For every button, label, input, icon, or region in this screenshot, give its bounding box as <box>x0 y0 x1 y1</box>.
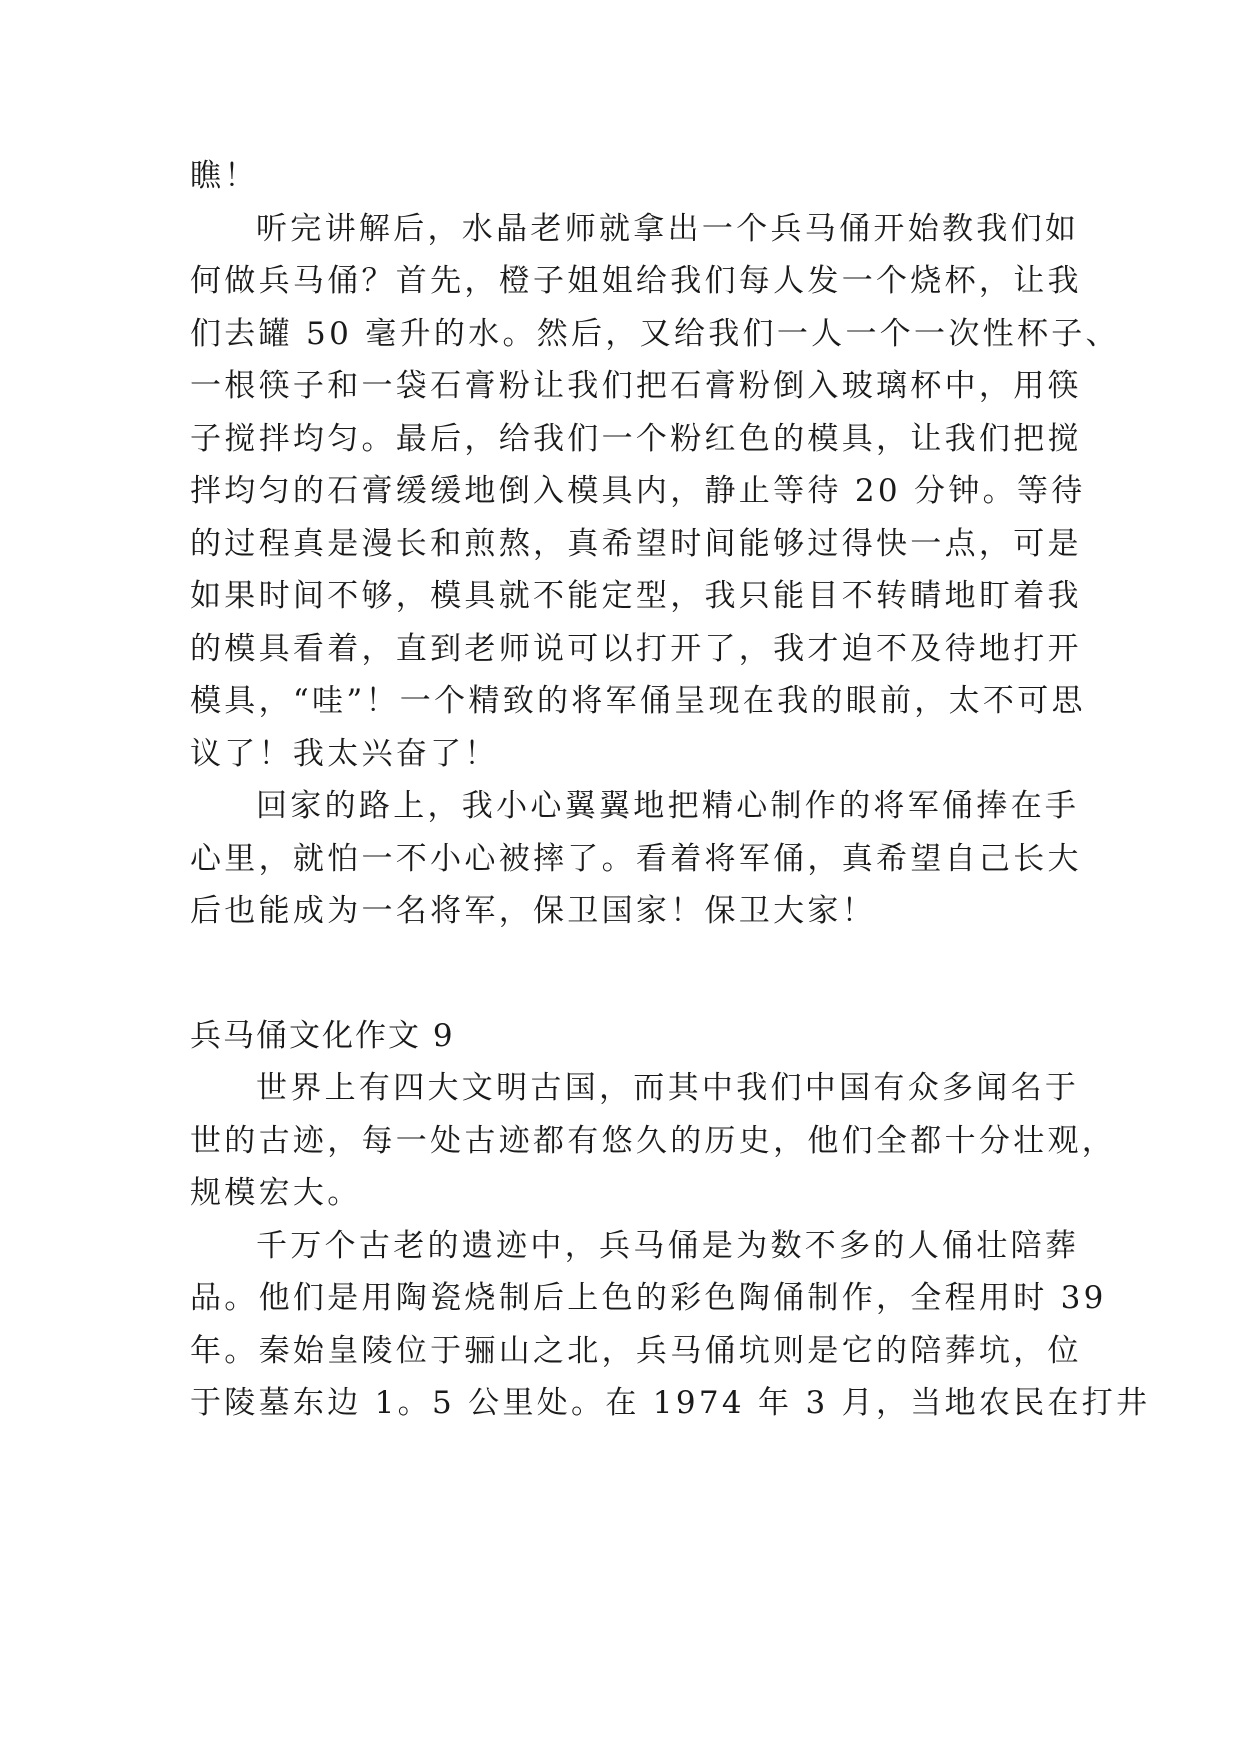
text-line: 瞧！ <box>190 158 259 194</box>
text-line: 于陵墓东边 1。5 公里处。在 1974 年 3 月，当地农民在打井 <box>190 1385 1151 1421</box>
text-line: 们去罐 50 毫升的水。然后，又给我们一人一个一次性杯子、 <box>190 315 1120 352</box>
text-line: 拌均匀的石膏缓缓地倒入模具内，静止等待 20 分钟。等待 <box>190 473 1086 509</box>
text-line: 模具，“哇”！一个精致的将军俑呈现在我的眼前，太不可思 <box>190 683 1086 719</box>
text-line: 世的古迹，每一处古迹都有悠久的历史，他们全都十分壮观， <box>190 1122 1117 1159</box>
text-line: 年。秦始皇陵位于骊山之北，兵马俑坑则是它的陪葬坑，位 <box>190 1332 1082 1369</box>
text-line: 品。他们是用陶瓷烧制后上色的彩色陶俑制作，全程用时 39 <box>190 1280 1107 1316</box>
essay-title: 兵马俑文化作文 9 <box>190 1017 455 1054</box>
text-line: 规模宏大。 <box>190 1175 362 1211</box>
text-line: 心里，就怕一不小心被摔了。看着将军俑，真希望自己长大 <box>190 840 1082 877</box>
paragraph-start-line: 回家的路上，我小心翼翼地把精心制作的将军俑捧在手 <box>256 788 1080 824</box>
essay-9 <box>190 1010 1151 1430</box>
text-line: 何做兵马俑？首先，橙子姐姐给我们每人发一个烧杯，让我 <box>190 263 1082 299</box>
text-line: 一根筷子和一袋石膏粉让我们把石膏粉倒入玻璃杯中，用筷 <box>190 368 1082 404</box>
text-line: 的模具看着，直到老师说可以打开了，我才迫不及待地打开 <box>190 630 1082 667</box>
text-line: 后也能成为一名将军，保卫国家！保卫大家！ <box>190 893 876 929</box>
paragraph-start-line: 千万个古老的遗迹中，兵马俑是为数不多的人俑壮陪葬 <box>256 1227 1080 1264</box>
text-line: 议了！我太兴奋了！ <box>190 735 499 772</box>
document-page <box>190 150 1151 1430</box>
essay-continuation <box>190 150 1120 938</box>
paragraph-start-line: 听完讲解后，水晶老师就拿出一个兵马俑开始教我们如 <box>256 210 1080 247</box>
section-gap <box>190 938 1050 1010</box>
text-line: 子搅拌均匀。最后，给我们一个粉红色的模具，让我们把搅 <box>190 420 1082 457</box>
text-line: 如果时间不够，模具就不能定型，我只能目不转睛地盯着我 <box>190 578 1082 614</box>
paragraph-start-line: 世界上有四大文明古国，而其中我们中国有众多闻名于 <box>256 1070 1080 1106</box>
text-line: 的过程真是漫长和煎熬，真希望时间能够过得快一点，可是 <box>190 525 1082 562</box>
